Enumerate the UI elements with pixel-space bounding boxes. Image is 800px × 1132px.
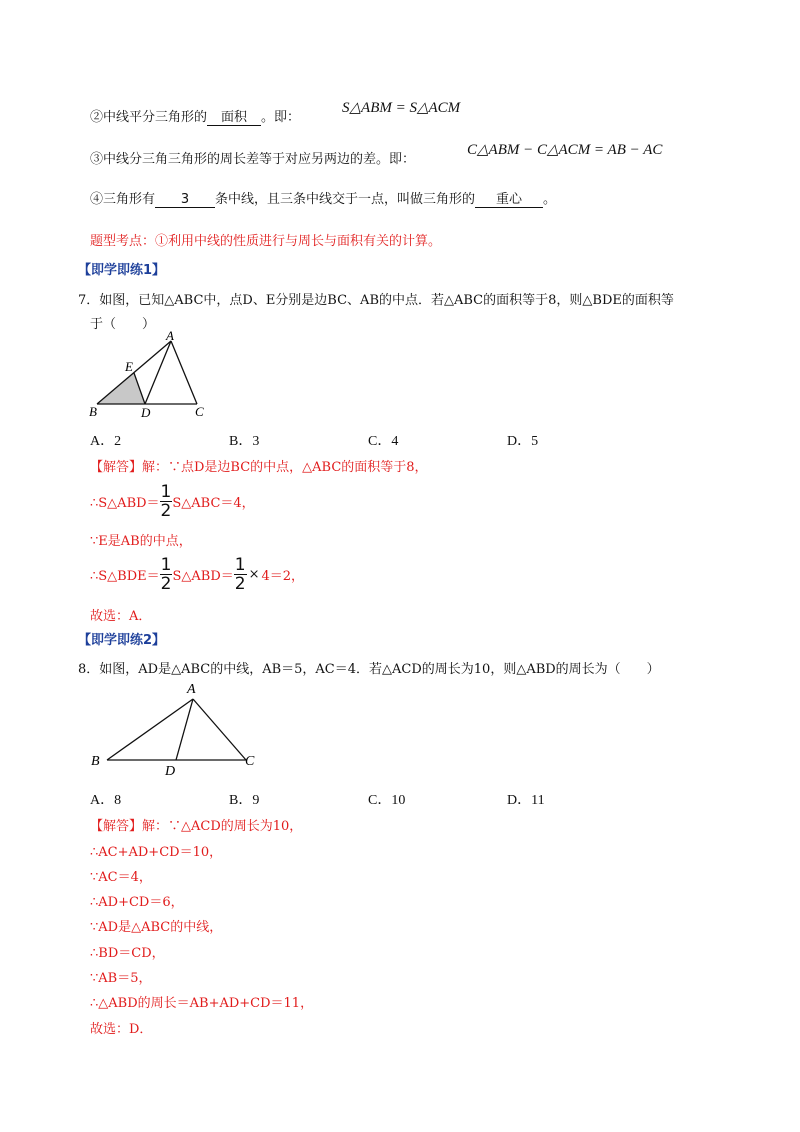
side-ab [107, 699, 193, 760]
label-c: C [245, 754, 255, 769]
label-a: A [166, 330, 174, 343]
property-4-line [90, 188, 556, 208]
property-3-formula: C△ABM − C△ACM = AB − AC [467, 142, 663, 158]
property-4-mid: 条中线，且三条中线交于一点，叫做三角形的 [215, 192, 476, 207]
property-4-blank-count: 3 [155, 192, 215, 208]
q8-answer-line: ∴AC+AD+CD＝10， [90, 845, 223, 860]
fraction-one-half-a: $\frac{1}{2}$ [160, 555, 172, 594]
property-4-prefix: ④三角形有 [90, 192, 156, 207]
times-sign: × [248, 567, 260, 582]
q7-answer-line4-mid: S△ABD＝ [172, 569, 234, 584]
label-b: B [91, 754, 100, 769]
practice-2-heading: 【即学即练2】 [78, 633, 166, 648]
q8-option-c: C．10 [368, 793, 406, 808]
median-ad [176, 699, 193, 760]
q7-option-b: B．3 [229, 434, 260, 449]
property-2-blank: 面积 [207, 106, 261, 126]
property-3-line: ③中线分三角三角形的周长差等于对应另两边的差。即： [90, 152, 416, 167]
q7-answer-line4-pre: ∴S△BDE＝ [90, 569, 160, 584]
q8-answer-line: ∴BD＝CD， [90, 946, 165, 961]
topic-line: 题型考点：①利用中线的性质进行与周长与面积有关的计算。 [90, 234, 442, 249]
side-ac [171, 341, 197, 404]
triangle-figure-q8 [85, 680, 265, 780]
q7-option-c: C．4 [368, 434, 399, 449]
practice-1-heading: 【即学即练1】 [78, 263, 166, 278]
q7-option-a: A．2 [90, 434, 122, 449]
q8-option-d: D．11 [507, 793, 545, 808]
q7-answer-line5: 故选：A． [90, 609, 152, 624]
q8-answer-line: 故选：D． [90, 1022, 153, 1037]
label-d: D [165, 764, 176, 779]
label-e: E [125, 359, 133, 374]
label-c: C [195, 404, 204, 419]
q7-answer-line1: 【解答】解：∵点D是边BC的中点，△ABC的面积等于8， [90, 460, 428, 475]
property-2-suffix: 。即： [261, 110, 301, 125]
median-ad [145, 341, 171, 404]
shaded-triangle-bde [97, 373, 145, 404]
question-7-line2: 于（ ） [90, 317, 156, 332]
side-ac [193, 699, 246, 760]
q8-answer-line: ∵AD是△ABC的中线， [90, 920, 223, 935]
q7-answer-line4 [90, 556, 304, 593]
question-7-line1: 7．如图，已知△ABC中，点D、E分别是边BC、AB的中点．若△ABC的面积等于8，则△BDE的面积等 [78, 293, 674, 308]
label-b: B [89, 404, 97, 419]
fraction-one-half-b: $\frac{1}{2}$ [234, 555, 246, 594]
q8-answer-line: ∴AD+CD＝6， [90, 895, 184, 910]
q7-answer-line2-pre: ∴S△ABD＝ [90, 496, 160, 511]
question-8-text: 8．如图，AD是△ABC的中线，AB＝5，AC＝4．若△ACD的周长为10，则△ABD的周长为（ ） [78, 662, 660, 677]
q8-answer-line: ∴△ABD的周长＝AB+AD+CD＝11， [90, 996, 314, 1011]
q7-answer-line4-post: 4＝2， [261, 569, 305, 584]
q7-answer-line2 [90, 483, 255, 520]
q7-answer-line3: ∵E是AB的中点， [90, 534, 192, 549]
property-4-suffix: 。 [543, 192, 557, 207]
q8-answer-line: ∵AC＝4， [90, 870, 152, 885]
property-2-line [90, 106, 300, 126]
q7-answer-line2-post: S△ABC＝4， [172, 496, 255, 511]
fraction-one-half: $\frac{1}{2}$ [160, 482, 172, 521]
q8-option-a: A．8 [90, 793, 122, 808]
q8-answer-line: 【解答】解：∵△ACD的周长为10， [90, 819, 303, 834]
triangle-figure-q7 [85, 330, 215, 420]
property-2-formula: S△ABM = S△ACM [342, 100, 461, 116]
q8-answer-line: ∵AB＝5， [90, 971, 152, 986]
q8-option-b: B．9 [229, 793, 260, 808]
label-a: A [187, 682, 196, 697]
property-2-prefix: ②中线平分三角形的 [90, 110, 208, 125]
label-d: D [141, 405, 151, 420]
q7-option-d: D．5 [507, 434, 539, 449]
property-4-blank-centroid: 重心 [475, 188, 543, 208]
